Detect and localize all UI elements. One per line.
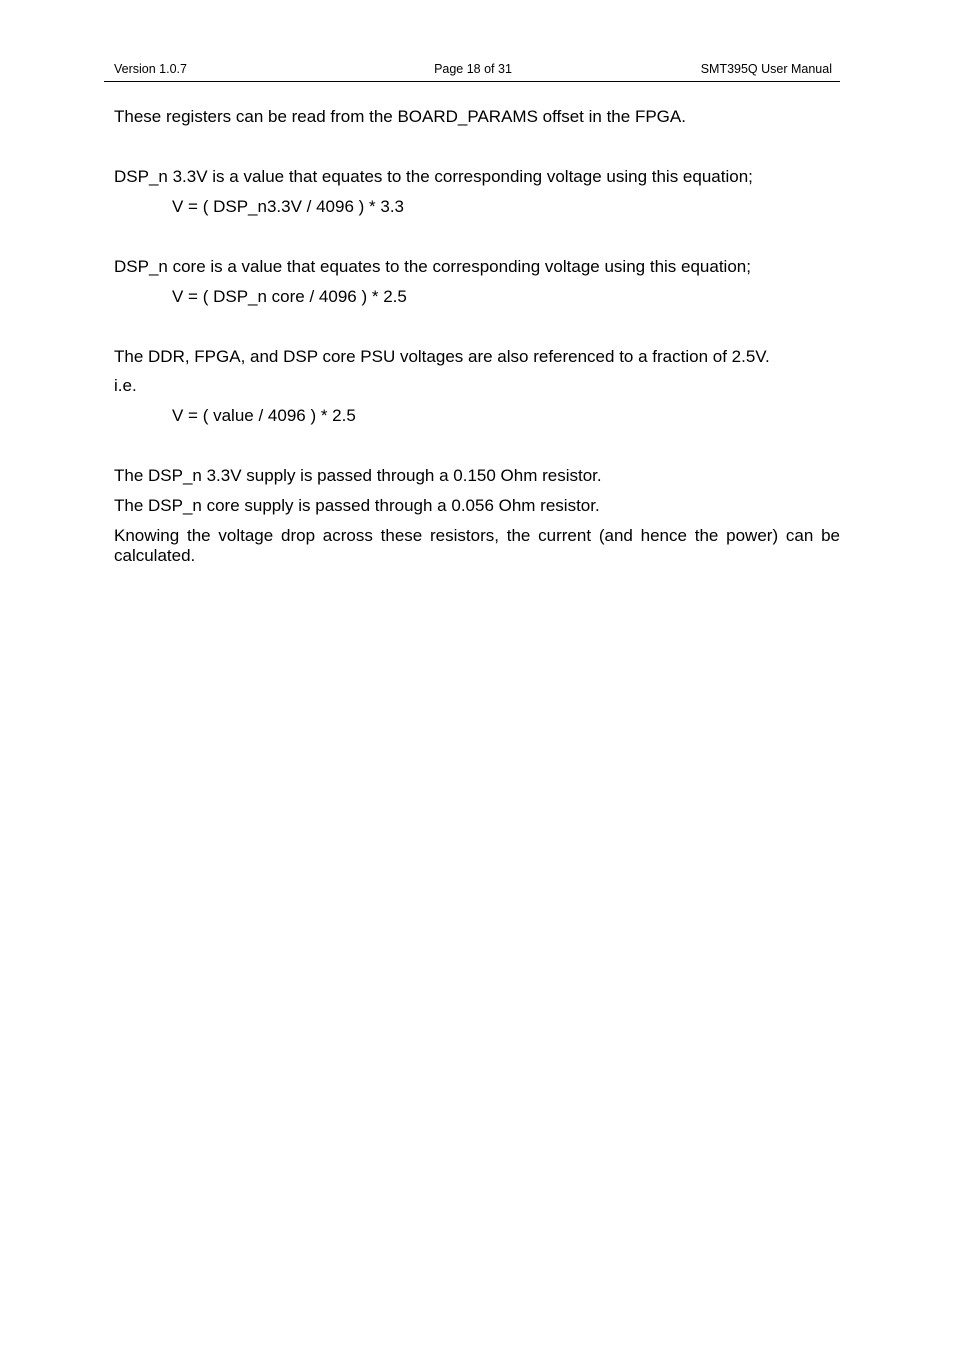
header-page-number: Page 18 of 31: [434, 62, 512, 76]
dsp33-equation: V = ( DSP_n3.3V / 4096 ) * 3.3: [172, 197, 404, 216]
core-equation: V = ( DSP_n core / 4096 ) * 2.5: [172, 287, 407, 306]
resistor-33v-note: The DSP_n 3.3V supply is passed through a 0.150 Ohm resistor.: [114, 466, 602, 485]
core-description: DSP_n core is a value that equates to the corresponding voltage using this equation;: [114, 257, 751, 276]
resistor-core-note: The DSP_n core supply is passed through a 0.056 Ohm resistor.: [114, 496, 600, 515]
header-divider: [104, 81, 840, 82]
power-calculation-note: Knowing the voltage drop across these resistors, the current (and hence the power) can be calculated.: [114, 526, 840, 565]
header-version: Version 1.0.7: [114, 62, 187, 76]
header-doc-title: SMT395Q User Manual: [700, 62, 832, 76]
intro-paragraph: These registers can be read from the BOARD_PARAMS offset in the FPGA.: [114, 107, 686, 126]
ie-label: i.e.: [114, 376, 137, 395]
page-header: [114, 62, 832, 78]
psu-description: The DDR, FPGA, and DSP core PSU voltages are also referenced to a fraction of 2.5V.: [114, 347, 770, 366]
dsp33-description: DSP_n 3.3V is a value that equates to the corresponding voltage using this equation;: [114, 167, 753, 186]
psu-equation: V = ( value / 4096 ) * 2.5: [172, 406, 356, 425]
